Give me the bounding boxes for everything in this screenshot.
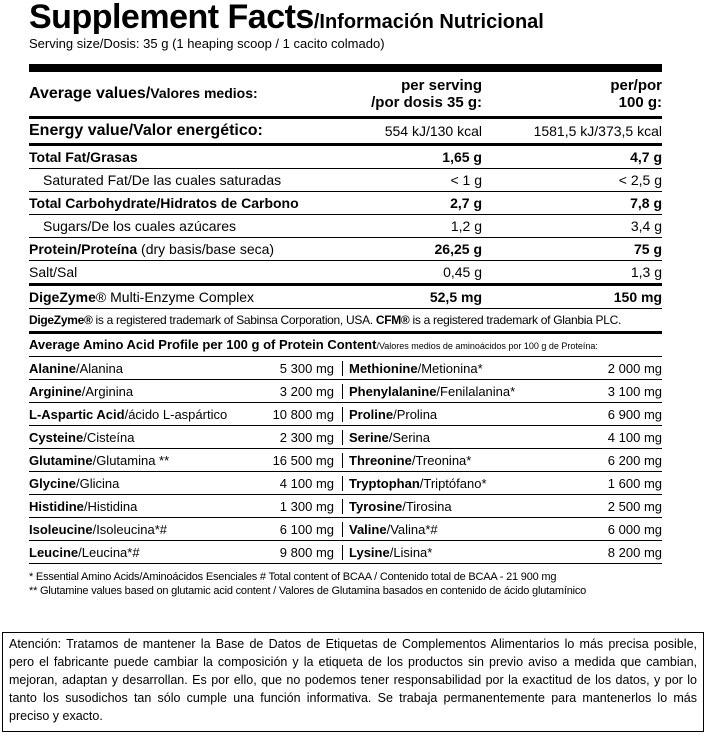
amino-acid-header: Average Amino Acid Profile per 100 g of Protein Content/Valores medios de aminoácidos por 100 g de Proteína: [29,337,598,352]
amino-acid-value: 10 800 mg [272,406,334,422]
amino-acid-table [29,356,662,563]
amino-acid-cell: Histidine/Histidina 1 300 mg [29,499,342,514]
amino-acid-row [29,540,662,563]
amino-acid-value: 1 300 mg [279,498,334,514]
nutrient-row: Total Carbohydrate/Hidratos de Carbono 2,7 g 7,8 g [29,195,662,211]
thick-divider [29,64,662,72]
amino-acid-cell: Lysine/Lisina* 8 200 mg [342,545,662,560]
amino-acid-value: 2 000 mg [607,360,662,376]
footnote-glutamine: ** Glutamine values based on glutamic acid content / Valores de Glutamina basados en contenido de ácido glutamínico [29,585,587,597]
amino-acid-cell: Cysteine/Cisteína 2 300 mg [29,430,342,445]
amino-acid-cell: Isoleucine/Isoleucina*# 6 100 mg [29,522,342,537]
amino-acid-cell: L-Aspartic Acid/ácido L-aspártico 10 800 mg [29,407,342,422]
amino-acid-cell: Threonine/Treonina* 6 200 mg [342,453,662,468]
amino-acid-value: 2 300 mg [279,429,334,445]
amino-acid-cell: Glutamine/Glutamina ** 16 500 mg [29,453,342,468]
amino-acid-value: 6 100 mg [279,521,334,537]
amino-acid-value: 1 600 mg [607,475,662,491]
nutrient-row: Protein/Proteína (dry basis/base seca) 26,25 g 75 g [29,241,662,257]
supplement-facts-panel [29,0,662,598]
amino-acid-cell: Tyrosine/Tirosina 2 500 mg [342,499,662,514]
footnote-essential: * Essential Amino Acids/Aminoácidos Esenciales # Total content of BCAA / Contenido total de BCAA - 21 900 mg [29,571,557,583]
amino-acid-value: 6 900 mg [607,406,662,422]
amino-acid-cell: Alanine/Alanina 5 300 mg [29,361,342,376]
nutrient-row: DigeZyme® Multi-Enzyme Complex 52,5 mg 150 mg [29,289,662,305]
amino-acid-cell: Methionine/Metionina* 2 000 mg [342,361,662,376]
amino-acid-row [29,356,662,379]
amino-acid-value: 9 800 mg [279,544,334,560]
amino-acid-value: 4 100 mg [279,475,334,491]
nutrient-row: Salt/Sal 0,45 g 1,3 g [29,264,662,280]
amino-acid-row [29,402,662,425]
nutrient-row: Sugars/De los cuales azúcares 1,2 g 3,4 g [43,218,662,234]
amino-acid-value: 3 200 mg [279,383,334,399]
amino-acid-cell: Serine/Serina 4 100 mg [342,430,662,445]
amino-acid-row [29,517,662,540]
amino-acid-value: 3 100 mg [607,383,662,399]
amino-acid-cell: Phenylalanine/Fenilalanina* 3 100 mg [342,384,662,399]
amino-acid-row [29,494,662,517]
amino-acid-row [29,379,662,402]
amino-acid-cell: Leucine/Leucina*# 9 800 mg [29,545,342,560]
amino-acid-row [29,425,662,448]
serving-size: Serving size/Dosis: 35 g (1 heaping scoop / 1 cacito colmado) [29,36,385,51]
amino-acid-cell: Glycine/Glicina 4 100 mg [29,476,342,491]
nutrient-row: Saturated Fat/De las cuales saturadas < 1 g < 2,5 g [43,172,662,188]
disclaimer-box: Atención: Tratamos de mantener la Base de Datos de Etiquetas de Complementos Alimentarios lo más precisa posible, pero el fabricante puede cambiar la composición y la etiqueta de los productos sin previo aviso a medida que cambian, mejoran, adaptan y desarrollan. Es por ello, que no podemos tener responsabilidad por la exactitud de los datos, y por lo tanto los susodichos tan sólo cumple una función informativa. Se trabaja permanentemente para mantenerlos lo más preciso y exacto. [2,632,704,732]
amino-acid-cell: Arginine/Arginina 3 200 mg [29,384,342,399]
amino-acid-value: 4 100 mg [607,429,662,445]
amino-acid-cell: Proline/Prolina 6 900 mg [342,407,662,422]
amino-acid-value: 6 000 mg [607,521,662,537]
energy-row: Energy value/Valor energético: 554 kJ/130 kcal 1581,5 kJ/373,5 kcal [29,122,662,139]
amino-acid-value: 8 200 mg [607,544,662,560]
amino-acid-value: 16 500 mg [272,452,334,468]
trademark-note: DigeZyme® is a registered trademark of Sabinsa Corporation, USA. CFM® is a registered trademark of Glanbia PLC. [29,313,621,327]
table-header: Average values/Valores medios: per serving /por dosis 35 g: per/por 100 g: [29,77,662,111]
amino-acid-row [29,471,662,494]
nutrient-row: Total Fat/Grasas 1,65 g 4,7 g [29,149,662,165]
amino-acid-value: 5 300 mg [279,360,334,376]
amino-acid-value: 2 500 mg [607,498,662,514]
amino-acid-row [29,448,662,471]
amino-acid-cell: Valine/Valina*# 6 000 mg [342,522,662,537]
amino-acid-value: 6 200 mg [607,452,662,468]
panel-title: Supplement Facts/Información Nutricional [29,0,544,34]
amino-acid-cell: Tryptophan/Triptófano* 1 600 mg [342,476,662,491]
